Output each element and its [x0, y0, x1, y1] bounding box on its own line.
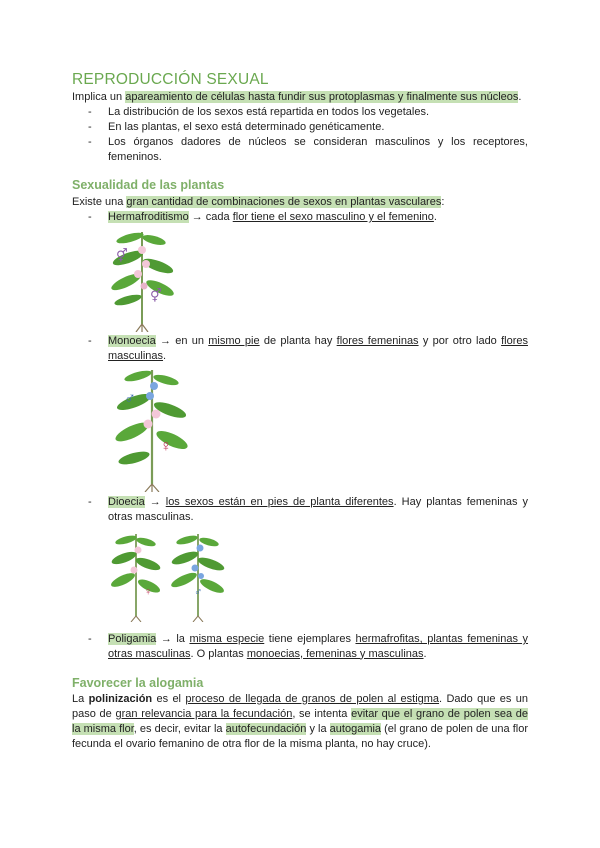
bullet-poligamia: - Poligamia → la misma especie tiene ejemplares hermafrofitas, plantas femeninas y otras masculinas. O plantas monoecias, femeninas y masculinas.	[88, 633, 529, 660]
herm-symbol-icon: ⚥	[150, 288, 162, 303]
intro-highlight: apareamiento de células hasta fundir sus protoplasmas y finalmente sus núcleos	[125, 91, 519, 103]
intro-line: Implica un apareamiento de células hasta fundir sus protoplasmas y finalmente sus núcleos.	[72, 91, 522, 103]
pollination-paragraph: La polinización es el proceso de llegada de granos de polen al estigma. Dado que es un paso de gran relevancia para la fecundación, se intenta evitar que el grano de polen sea de la misma flor, es decir, evitar la autofecundación y la autogamia (el grano de polen de una flor fecunda el ovario femanino de otra flor de la misma planta, no hay cruce).	[72, 693, 529, 750]
male-symbol-icon: ♂	[194, 586, 203, 598]
bullet-hermafroditismo: - Hermafroditismo → cada flor tiene el sexo masculino y el femenino.	[88, 211, 437, 223]
section-title-alogamia: Favorecer la alogamia	[72, 676, 204, 690]
bullet-monoecia: - Monoecia → en un mismo pie de planta hay flores femeninas y por otro lado flores masculinas.	[88, 335, 528, 362]
hermaphrodite-plant-illustration	[108, 228, 180, 332]
monoecious-plant-illustration	[112, 366, 192, 492]
herm-symbol-icon: ⚥	[116, 248, 128, 263]
main-heading: REPRODUCCIÓN SEXUAL	[72, 71, 269, 88]
bullet-item: - Los órganos dadores de núcleos se consideran masculinos y los receptores, femeninos.	[88, 136, 528, 163]
bullet-item: - En las plantas, el sexo está determinado genéticamente.	[88, 121, 385, 133]
female-plant-illustration	[110, 530, 164, 622]
section2-intro: Existe una gran cantidad de combinaciones de sexos en plantas vasculares:	[72, 196, 445, 208]
bullet-dioecia: - Dioecia → los sexos están en pies de planta diferentes. Hay plantas femeninas y otras masculinas.	[88, 496, 528, 523]
male-plant-illustration	[168, 530, 228, 622]
female-symbol-icon: ♀	[160, 438, 172, 455]
section-title-sexualidad: Sexualidad de las plantas	[72, 178, 225, 192]
male-symbol-icon: ♂	[124, 390, 136, 407]
bullet-item: - La distribución de los sexos está repartida en todos los vegetales.	[88, 106, 430, 118]
female-symbol-icon: ♀	[144, 586, 153, 598]
